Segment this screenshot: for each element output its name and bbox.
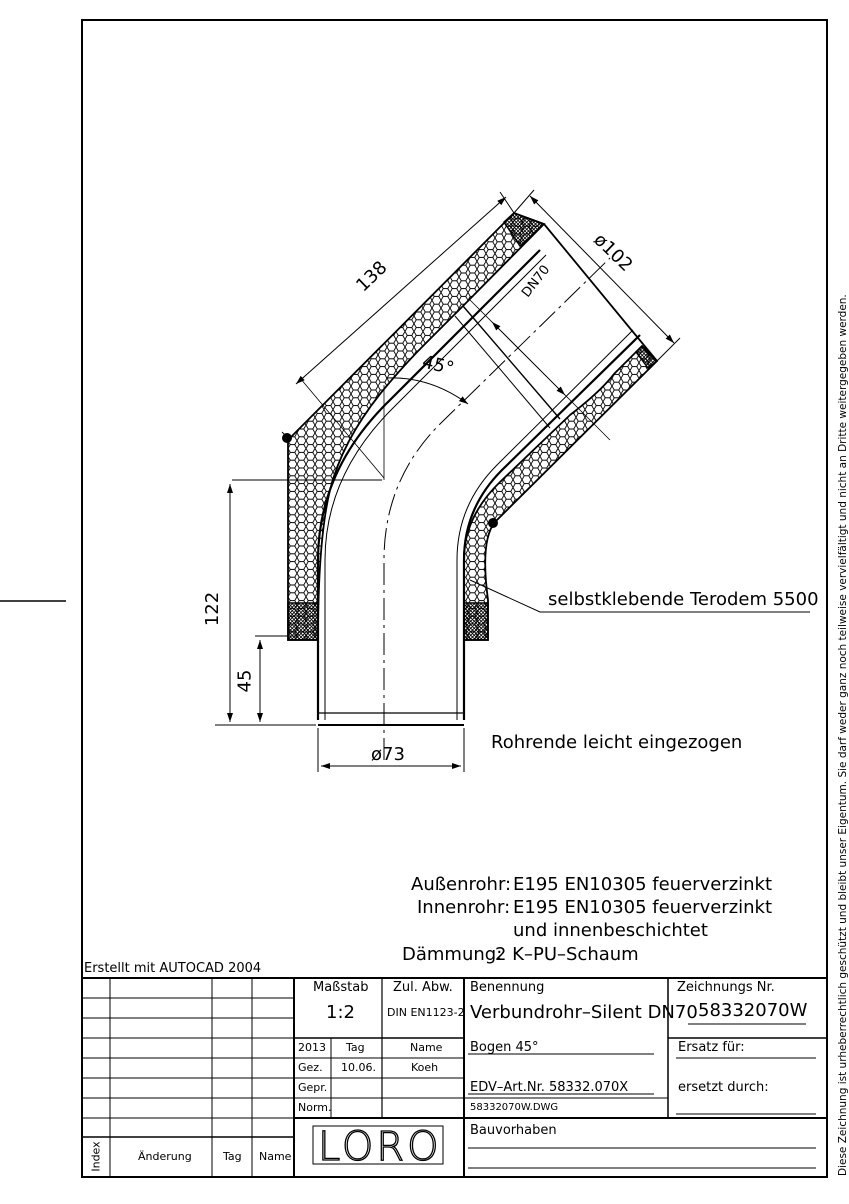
drawing-no-value: 58332070W xyxy=(698,1000,808,1021)
scale-label: Maßstab xyxy=(313,980,369,995)
drawn-label: Gez. xyxy=(298,1061,323,1074)
project-label: Bauvorhaben xyxy=(470,1123,557,1138)
pipe-elbow xyxy=(282,213,657,760)
dim-spigot: 45 xyxy=(234,669,256,693)
norm-label: Norm. xyxy=(298,1101,332,1114)
dim-height: 122 xyxy=(202,591,224,627)
rev-index-label: Index xyxy=(89,1141,103,1172)
material-inner-value: E195 EN10305 feuerverzinkt xyxy=(513,897,773,918)
rev-day-label: Tag xyxy=(223,1150,242,1163)
note-pipe-end: Rohrende leicht eingezogen xyxy=(491,732,743,753)
material-inner-value-2: und innenbeschichtet xyxy=(513,920,708,941)
note-sealing: selbstklebende Terodem 5500 xyxy=(548,589,819,610)
day-label: Tag xyxy=(346,1041,365,1054)
material-outer-value: E195 EN10305 feuerverzinkt xyxy=(513,874,773,895)
rev-change-label: Änderung xyxy=(138,1150,192,1163)
designation-value: Verbundrohr–Silent DN70 xyxy=(470,1002,698,1023)
drawn-date: 10.06. xyxy=(341,1061,376,1074)
drawing-no-label: Zeichnungs Nr. xyxy=(677,980,775,995)
scale-value: 1:2 xyxy=(326,1002,355,1023)
tolerance-label: Zul. Abw. xyxy=(393,980,453,995)
company-logo: LORO xyxy=(318,1124,442,1170)
dim-outer-diameter: ø102 xyxy=(589,229,637,276)
checked-label: Gepr. xyxy=(298,1081,328,1094)
designation-label: Benennung xyxy=(470,980,545,995)
dim-angle: 45° xyxy=(420,351,457,380)
copyright-notice: Diese Zeichnung ist urheberrechtlich geschützt und bleibt unser Eigentum. Sie darf weder ganz noch teilweise vervielfältigt und nicht an Dritte weitergegeben werden. xyxy=(837,294,849,1176)
seal-left xyxy=(288,603,318,640)
seal-right xyxy=(464,603,488,640)
material-insulation-value: 2 K–PU–Schaum xyxy=(495,944,639,965)
dim-inner-diameter: ø73 xyxy=(371,744,405,765)
replaced-by-label: ersetzt durch: xyxy=(678,1080,769,1095)
year: 2013 xyxy=(298,1041,326,1054)
dwg-file: 58332070W.DWG xyxy=(470,1102,559,1113)
rev-name-label: Name xyxy=(259,1150,292,1163)
material-outer-label: Außenrohr: xyxy=(411,874,512,895)
material-insulation-label: Dämmung: xyxy=(402,944,503,965)
dim-length: 138 xyxy=(352,257,392,297)
part-name: Bogen 45° xyxy=(470,1040,539,1055)
drawn-name: Koeh xyxy=(411,1061,439,1074)
created-with: Erstellt mit AUTOCAD 2004 xyxy=(84,961,262,976)
material-inner-label: Innenrohr: xyxy=(417,897,511,918)
dim-nominal: DN70 xyxy=(519,262,554,301)
name-label: Name xyxy=(410,1041,443,1054)
replacement-for-label: Ersatz für: xyxy=(678,1040,745,1055)
tolerance-value: DIN EN1123-2 xyxy=(387,1006,465,1019)
erp-number: EDV–Art.Nr. 58332.070X xyxy=(470,1080,629,1095)
